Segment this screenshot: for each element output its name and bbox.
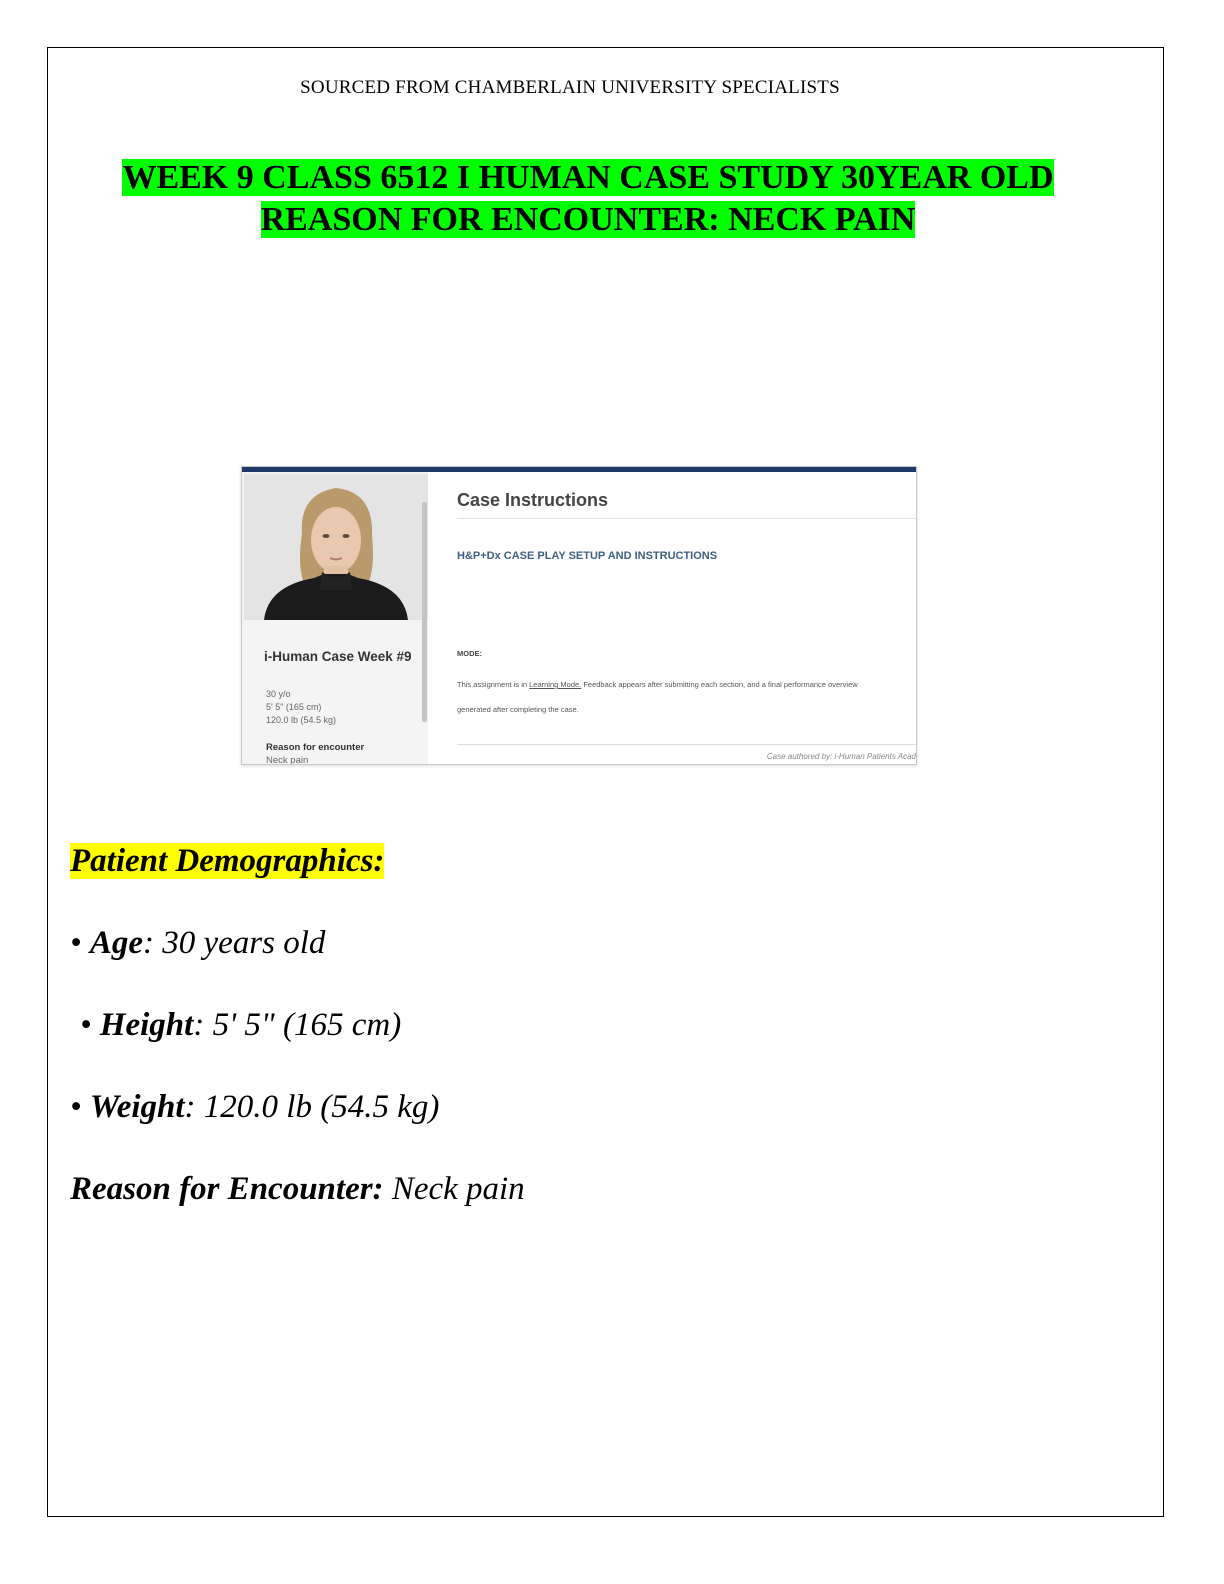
- height-item: [80, 1007, 401, 1044]
- weight-label: Weight: [89, 1089, 185, 1125]
- mode-description: [457, 680, 858, 689]
- bullet-icon: •: [70, 925, 82, 961]
- age-item: [70, 925, 325, 962]
- footer-divider: [457, 744, 916, 745]
- learning-mode-link[interactable]: Learning Mode.: [529, 680, 582, 689]
- demographics-heading-text: Patient Demographics:: [70, 843, 385, 879]
- patient-avatar: [244, 474, 428, 620]
- meta-weight: 120.0 lb (54.5 kg): [266, 715, 337, 725]
- meta-height: 5' 5" (165 cm): [266, 702, 322, 712]
- panel-scrollbar[interactable]: [422, 502, 427, 722]
- authored-by: Case authored by: i-Human Patients Acad: [766, 752, 916, 761]
- demographics-heading: [70, 843, 384, 880]
- patient-portrait-image: [244, 474, 428, 620]
- height-value: : 5' 5" (165 cm): [193, 1007, 402, 1043]
- weight-item: [70, 1089, 439, 1126]
- reason-value: Neck pain: [266, 755, 309, 765]
- mode-label: MODE:: [457, 649, 482, 658]
- reason-for-encounter: [70, 1171, 525, 1208]
- patient-panel: [242, 472, 429, 765]
- age-label: Age: [89, 925, 143, 961]
- mode-suffix: Feedback appears after submitting each section, and a final performance overview: [581, 680, 858, 689]
- age-value: : 30 years old: [142, 925, 326, 961]
- mode-description-2: generated after completing the case.: [457, 705, 579, 714]
- bullet-icon: •: [70, 1089, 82, 1125]
- bullet-icon: •: [80, 1007, 92, 1043]
- mode-prefix: This assignment is in: [457, 680, 530, 689]
- reason-for-encounter-value: Neck pain: [383, 1171, 525, 1207]
- case-screenshot: [241, 466, 917, 765]
- setup-heading: H&P+Dx CASE PLAY SETUP AND INSTRUCTIONS: [457, 550, 718, 562]
- title-line-1: WEEK 9 CLASS 6512 I HUMAN CASE STUDY 30YEAR OLD: [122, 159, 1054, 196]
- reason-for-encounter-label: Reason for Encounter:: [70, 1171, 384, 1207]
- page-border: [47, 47, 1164, 1517]
- instructions-panel: [428, 472, 916, 764]
- weight-value: : 120.0 lb (54.5 kg): [184, 1089, 440, 1125]
- title-line-2: REASON FOR ENCOUNTER: NECK PAIN: [260, 201, 916, 238]
- height-label: Height: [99, 1007, 194, 1043]
- patient-meta: [266, 688, 336, 727]
- case-instructions-title: Case Instructions: [457, 490, 609, 510]
- case-name: i-Human Case Week #9: [264, 649, 412, 664]
- meta-age: 30 y/o: [266, 689, 291, 699]
- source-line: SOURCED FROM CHAMBERLAIN UNIVERSITY SPECIALISTS: [300, 77, 840, 98]
- reason-label: Reason for encounter: [266, 742, 365, 753]
- document-title: [88, 157, 1088, 241]
- title-divider: [457, 518, 916, 519]
